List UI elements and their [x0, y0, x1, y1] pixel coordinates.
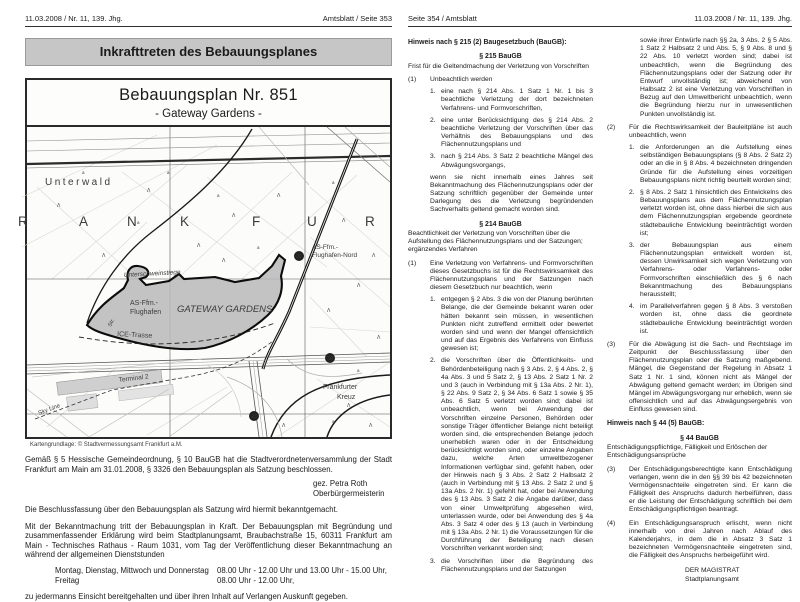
svg-text:Λ: Λ — [197, 243, 201, 249]
section-44-subtitle: Entschädigungspflichtige, Fälligkeit und Erlöschen der Entschädigungsansprüche — [607, 444, 768, 460]
paragraph-inspection: zu jedermanns Einsicht bereitgehalten und über ihren Inhalt auf Verlangen Auskunft gegeben. — [25, 592, 348, 602]
list-text: eine nach § 214 Abs. 1 Satz 1 Nr. 1 bis 3 beachtliche Verletzung der dort bezeichneten Verfahrens- und Formvorschriften, — [441, 88, 593, 112]
signature-title: Oberbürgermeisterin — [313, 488, 385, 498]
map-label-frankfurter: Frankfurter — [323, 384, 358, 391]
map-label-kreuz: Kreuz — [337, 394, 356, 401]
svg-text:a: a — [137, 220, 140, 225]
city-letter: U — [307, 214, 317, 229]
svg-text:Λ: Λ — [369, 423, 373, 429]
list-item — [430, 558, 593, 574]
clause-44-3 — [607, 466, 792, 515]
list-item — [629, 242, 792, 299]
map-badge-23 — [249, 411, 259, 421]
svg-text:a: a — [357, 368, 360, 373]
signature-mayor — [25, 479, 392, 498]
clause-text: Der Entschädigungsberechtigte kann Entschädigung verlangen, wenn die in den §§ 39 bis 42 bezeichneten Vermögensnachteile eingetreten sind. Er kann die Fälligkeit des Anspruchs dadurch herbeiführen, dass er die Leistung der Entschädigung schriftlich bei dem Entschädigungspflichtigen beantragt. — [629, 465, 792, 514]
map-label-gateway-gardens: GATEWAY GARDENS — [177, 304, 273, 315]
city-letter: F — [252, 214, 261, 229]
hours-days: Montag, Dienstag, Mittwoch und Donnerstag — [55, 565, 209, 575]
plan-name: Bebauungsplan Nr. 851 — [119, 86, 298, 104]
clause-215-1 — [408, 76, 593, 84]
hours-days: Freitag — [55, 575, 80, 585]
right-header-page: Seite 354 / Amtsblatt — [408, 14, 477, 23]
city-letter: K — [180, 214, 190, 229]
svg-text:Λ: Λ — [57, 203, 61, 209]
office-hours-row — [55, 576, 392, 586]
column-2 — [607, 37, 792, 593]
left-header-date: 11.03.2008 / Nr. 11, 139. Jhg. — [25, 14, 123, 23]
signature-dept: Stadtplanungsamt — [685, 576, 739, 584]
hours-time: 08.00 Uhr - 12.00 Uhr und 13.00 Uhr - 15.00 Uhr, — [217, 565, 387, 575]
clause-number: (3) — [607, 465, 616, 473]
list-item — [430, 357, 593, 553]
signature-org: DER MAGISTRAT — [685, 567, 740, 575]
clause-214-1 — [408, 260, 593, 293]
list-number: 3. — [430, 153, 436, 161]
list-text: der Bebauungsplan aus einem Flächennutzungsplan entwickelt worden ist, dessen Unwirksamkeit sich wegen Verletzung von Verfahrens- oder Verfahrens- oder Formvorschriften einschließlich des § 6 nach Bekanntmachung des Bebauungsplans herausstellt; — [640, 241, 792, 298]
clause-number: (2) — [607, 123, 616, 131]
svg-text:a: a — [82, 170, 85, 175]
map-label-as-nord-1: AS-Ffm.- — [312, 244, 338, 251]
list-number: 1. — [430, 88, 436, 96]
city-letter: A — [79, 214, 89, 229]
list-item — [430, 153, 593, 169]
page-right — [408, 14, 792, 596]
svg-text:a: a — [257, 245, 260, 250]
svg-text:Λ: Λ — [232, 213, 236, 219]
clause-text: Eine Verletzung von Verfahrens- und Formvorschriften dieses Gesetzbuchs ist für die Rechtswirksamkeit des Flächennutzungsplans und der Satzungen nach diesem Gesetzbuch nur beachtlich, wenn — [430, 259, 593, 292]
hint-44-heading: Hinweis nach § 44 (5) BauGB: — [607, 420, 705, 428]
clause-214-continuation: sowie ihrer Entwürfe nach §§ 2a, 3 Abs. 2 § 5 Abs. 1 Satz 2 Halbsatz 2 und Abs. 5, § 9 Abs. 8 und § 22 Abs. 10 verletzt worden sind; dabei ist unbeachtlich, wenn die Begründung des Flächennutzungsplans oder der Satzung oder ihr Entwurf unvollständig ist; abweichend von Halbsatz 2 ist eine Verletzung von Vorschriften in Bezug auf den Umweltbericht unbeachtlich, wenn die Begründung hierzu nur in unwesentlichen Punkten unvollständig ist. — [640, 37, 792, 118]
column-1 — [408, 37, 593, 593]
list-item — [430, 88, 593, 113]
svg-text:Λ: Λ — [357, 283, 361, 289]
badge-22-number: 22 — [296, 254, 302, 261]
clause-text: Für die Rechtswirksamkeit der Bauleitpläne ist auch unbeachtlich, wenn — [629, 123, 792, 139]
map-kreuz-ramps — [207, 359, 390, 437]
list-number: 2. — [430, 116, 436, 124]
svg-text:Λ: Λ — [342, 218, 346, 224]
list-number: 1. — [629, 144, 635, 152]
list-number: 2. — [430, 357, 436, 365]
svg-text:Λ: Λ — [327, 308, 331, 314]
left-page-header — [25, 14, 392, 27]
plan-map-title — [27, 80, 390, 125]
section-214-subtitle: Beachtlichkeit der Verletzung von Vorschriften über die Aufstellung des Flächennutzungsplans und der Satzungen; ergänzendes Verfahren — [408, 230, 583, 254]
map-terminal-buildings — [57, 368, 175, 412]
list-number: 1. — [430, 296, 436, 304]
svg-text:Λ: Λ — [147, 188, 151, 194]
list-number: 3. — [629, 241, 635, 249]
clause-number: (3) — [607, 340, 616, 348]
svg-text:a: a — [332, 419, 335, 424]
clause-text: Ein Entschädigungsanspruch erlischt, wenn nicht innerhalb von drei Jahren nach Ablauf des Kalenderjahrs, in dem die in Absatz 3 Satz 1 bezeichneten Vermögensnachteile eingetreten sind, die Fälligkeit des Anspruchs herbeigeführt wird. — [629, 519, 792, 560]
map-label-unterschweinstiege: Unterschweinstiege — [123, 269, 181, 279]
list-text: im Parallelverfahren gegen § 8 Abs. 3 verstoßen worden ist, ohne dass die geordnete städtebauliche Entwicklung beeinträchtigt worden ist. — [640, 303, 792, 335]
map-label-ice-trasse: ICE-Trasse — [116, 331, 153, 340]
map-label-terminal: Terminal 2 — [118, 373, 150, 384]
paragraph-resolution: Gemäß § 5 Hessische Gemeindeordnung, § 10 BauGB hat die Stadtverordnetenversammlung der Stadt Frankfurt am Main am 31.01.2008, § 3326 den Bebauungsplan als Satzung beschlossen. — [25, 455, 392, 474]
svg-text:Λ: Λ — [222, 258, 226, 264]
clause-number: (1) — [408, 259, 417, 267]
svg-text:a: a — [167, 170, 170, 175]
svg-text:Λ: Λ — [372, 253, 376, 259]
signature-magistrat — [607, 567, 792, 584]
svg-text:Λ: Λ — [102, 253, 106, 259]
list-item — [430, 296, 593, 353]
city-letter: R — [365, 214, 375, 229]
hours-time: 08.00 Uhr - 12.00 Uhr, — [217, 575, 295, 585]
clause-number: (4) — [607, 519, 616, 527]
svg-text:Λ: Λ — [347, 403, 351, 409]
list-item — [430, 117, 593, 150]
map-badge-22 — [294, 251, 304, 261]
map-label-as-2: Flughafen — [130, 309, 162, 316]
paragraph-effective: Mit der Bekanntmachung tritt der Bebauungsplan in Kraft. Der Bebauungsplan mit Begründung und zusammenfassender Erklärung wird beim Stadtplanungsamt, Braubachstraße 15, 60311 Frankfurt am Main - Technisches Rathaus - Raum 1031, vom Tag der Veröffentlichung dieser Bekanntmachung an während der allgemeinen Dienststunden — [25, 521, 392, 560]
svg-text:Λ: Λ — [377, 335, 381, 341]
article-title-bar: Inkrafttreten des Bebauungsplanes — [25, 38, 392, 66]
map-caption: Kartengrundlage: © Stadtvermessungsamt Frankfurt a.M. — [30, 442, 183, 448]
left-header-page: Amtsblatt / Seite 353 — [322, 14, 392, 23]
right-page-header — [408, 14, 792, 27]
badge-23-number: 23 — [251, 414, 257, 421]
list-text: § 8 Abs. 2 Satz 1 hinsichtlich des Entwickelns des Bebauungsplans aus dem Flächennutzungsplan verletzt worden ist, ohne dass hierbei die sich aus dem Flächennutzungsplan ergebende geordnete städtebauliche Entwicklung beeinträchtigt worden ist; — [640, 188, 792, 237]
list-text: die Vorschriften über die Begründung des Flächennutzungsplans und der Satzungen — [441, 557, 593, 573]
svg-text:Λ: Λ — [277, 193, 281, 199]
list-item — [629, 303, 792, 336]
badge-50-number: 50 — [327, 356, 333, 363]
list-number: 2. — [629, 188, 635, 196]
clause-214-2 — [607, 124, 792, 140]
paragraph-announcement: Die Beschlussfassung über den Bebauungsplan als Satzung wird hiermit bekanntgemacht. — [25, 505, 338, 515]
signature-name: gez. Petra Roth — [313, 479, 368, 488]
list-text: die Vorschriften über die Öffentlichkeits- und Behördenbeteiligung nach § 3 Abs. 2, § 4 Abs. 2, § 4a Abs. 3 und 5 Satz 2, § 13 Abs. 2 Satz 1 Nr. 2 und 3 (auch in Verbindung mit § 13a Abs. 2 Nr. 1), § 22 Abs. 9 Satz 2, § 34 Abs. 6 Satz 1 sowie § 35 Abs. 6 Satz 5 verletzt worden sind; dabei ist unbeachtlich, wenn bei Anwendung der Vorschriften einzelne Personen, Behörden oder sonstige Träger öffentlicher Belange nicht beteiligt worden sind, die entsprechenden Belange jedoch unerheblich waren oder in der Entscheidung berücksichtigt worden sind, oder einzelne Angaben dazu, welche Arten umweltbezogener Informationen verfügbar sind, gefehlt haben, oder der Hinweis nach § 3 Abs. 2 Satz 2 Halbsatz 2 (auch in Verbindung mit § 13 Abs. 2 Satz 2 und § 13a Abs. 2 Nr. 1) gefehlt hat, oder bei Anwendung des § 13 Abs. 3 Satz 2 die Angabe darüber, dass von einer Umweltprüfung abgesehen wird, unterlassen wurde, oder bei Anwendung des § 4a Abs. 3 Satz 4 oder des § 13 (auch in Verbindung mit § 13a Abs. 2 Nr. 1) die Voraussetzungen für die Durchführung der Beteiligung nach diesen Vorschriften verkannt worden sind; — [441, 357, 593, 553]
page-left — [18, 14, 392, 602]
list-text: nach § 214 Abs. 3 Satz 2 beachtliche Mängel des Abwägungsvorgangs, — [441, 153, 593, 169]
section-215-title: § 215 BauGB — [479, 53, 522, 61]
office-hours — [55, 566, 392, 585]
right-page-columns — [408, 37, 792, 593]
section-215-subtitle: Frist für die Geltendmachung der Verletzung von Vorschriften — [408, 62, 590, 70]
section-44-title: § 44 BauGB — [680, 434, 719, 442]
clause-215-tail: wenn sie nicht innerhalb eines Jahres seit Bekanntmachung des Flächennutzungsplans oder der Satzung schriftlich gegenüber der Gemeinde unter Darlegung des die Verletzung begründenden Sachverhalts geltend gemacht worden sind. — [430, 173, 593, 214]
clause-number: (1) — [408, 76, 417, 84]
svg-text:a: a — [332, 180, 335, 185]
section-214-title: § 214 BauGB — [479, 220, 522, 228]
map-label-skyline: Sky Line — [37, 403, 62, 417]
city-letter: N — [127, 214, 137, 229]
hint-215-heading: Hinweis nach § 215 (2) Baugesetzbuch (BauGB): — [408, 39, 567, 46]
plan-subname: - Gateway Gardens - — [155, 108, 262, 120]
city-letter: R — [18, 214, 28, 229]
map-badge-50 — [325, 353, 335, 363]
right-header-date: 11.03.2008 / Nr. 11, 139. Jhg. — [694, 14, 792, 23]
office-hours-row — [55, 566, 392, 576]
plan-map-box — [18, 78, 392, 439]
map-label-unterwald: Unterwald — [45, 177, 113, 188]
list-item — [629, 189, 792, 238]
map-label-as-nord-2: Flughafen-Nord — [312, 252, 358, 259]
clause-44-4 — [607, 520, 792, 561]
list-number: 3. — [430, 557, 436, 565]
list-item — [629, 144, 792, 185]
clause-text: Für die Abwägung ist die Sach- und Rechtslage im Zeitpunkt der Beschlussfassung über den Flächennutzungsplan oder die Satzung maßgebend. Mängel, die Gegenstand der Regelung in Absatz 1 Satz 1 Nr. 1 sind, können nicht als Mängel der Abwägung geltend gemacht werden; im Übrigen sind Mängel im Abwägungsvorgang nur erheblich, wenn sie offensichtlich und auf das Abwägungsergebnis von Einfluss gewesen sind. — [629, 340, 792, 414]
site-map — [18, 125, 390, 437]
list-number: 4. — [629, 303, 635, 311]
left-page-body — [25, 455, 392, 602]
list-text: entgegen § 2 Abs. 3 die von der Planung berührten Belange, die der Gemeinde bekannt waren oder hätten bekannt sein müssen, in wesentlichen Punkten nicht zutreffend ermittelt oder bewertet worden sind und wenn der Mangel offensichtlich und auf das Ergebnis des Verfahrens von Einfluss gewesen ist; — [441, 296, 593, 353]
svg-text:Λ: Λ — [282, 423, 286, 429]
map-label-str: Str. — [107, 317, 117, 328]
svg-text:a: a — [217, 193, 220, 198]
list-text: die Anforderungen an die Aufstellung eines selbständigen Bebauungsplans (§ 8 Abs. 2 Satz 2) oder an die in § 8 Abs. 4 bezeichneten dringenden Gründe für die Aufstellung eines vorzeitigen Bebauungsplans nicht richtig beurteilt worden sind; — [640, 144, 792, 184]
clause-text: Unbeachtlich werden — [430, 76, 493, 84]
list-text: eine unter Berücksichtigung des § 214 Abs. 2 beachtliche Verletzung der Vorschriften über das Verhältnis des Bebauungsplans und des Flächennutzungsplans und — [441, 116, 593, 149]
map-label-as-1: AS-Ffm.- — [130, 300, 158, 307]
clause-214-3 — [607, 341, 792, 415]
